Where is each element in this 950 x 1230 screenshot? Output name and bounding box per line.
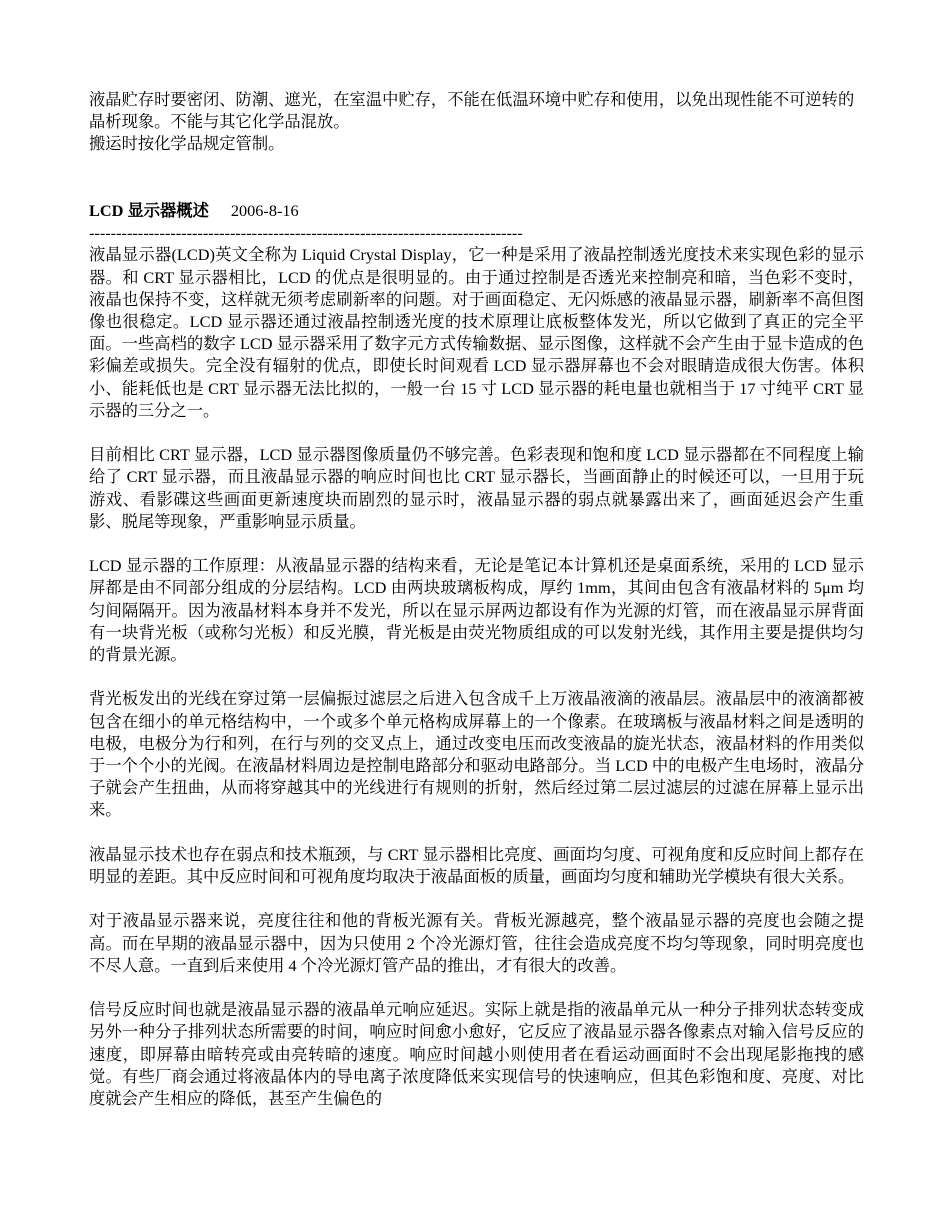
document-page	[89, 89, 864, 1132]
paragraph: 信号反应时间也就是液晶显示器的液晶单元响应延迟。实际上就是指的液晶单元从一种分子排列状态转变成另外一种分子排列状态所需要的时间，响应时间愈小愈好，它反应了液晶显示器各像素点对输入信号反应的速度，即屏幕由暗转亮或由亮转暗的速度。响应时间越小则使用者在看运动画面时不会出现尾影拖拽的感觉。有些厂商会通过将液晶体内的导电离子浓度降低来实现信号的快速响应，但其色彩饱和度、亮度、对比度就会产生相应的降低，甚至产生偏色的	[89, 1000, 864, 1109]
divider-rule: --------------------------------------------------------------------------------	[89, 223, 523, 243]
storage-text-1: 液晶贮存时要密闭、防潮、遮光，在室温中贮存，不能在低温环境中贮存和使用，以免出现性能不可逆转的晶析现象。不能与其它化学品混放。	[89, 90, 855, 132]
section-date: 2006-8-16	[230, 200, 299, 220]
spacer	[89, 156, 864, 178]
paragraph: 目前相比 CRT 显示器，LCD 显示器图像质量仍不够完善。色彩表现和饱和度 LCD 显示器都在不同程度上输给了 CRT 显示器，而且液晶显示器的响应时间也比 CRT 显示器长，当画面静止的时候还可以，一旦用于玩游戏、看影碟这些画面更新速度块而剧烈的显示时，液晶显示器的弱点就暴露出来了，画面延迟会产生重影、脱尾等现象，严重影响显示质量。	[89, 445, 864, 531]
paragraph: LCD 显示器的工作原理：从液晶显示器的结构来看，无论是笔记本计算机还是桌面系统，采用的 LCD 显示屏都是由不同部分组成的分层结构。LCD 由两块玻璃板构成，厚约 1mm，其间由包含有液晶材料的 5μm 均匀间隔隔开。因为液晶材料本身并不发光，所以在显示屏两边都设有作为光源的灯管，而在液晶显示屏背面有一块背光板（或称匀光板）和反光膜，背光板是由荧光物质组成的可以发射光线，其作用主要是提供均匀的背景光源。	[89, 556, 864, 665]
paragraph: 背光板发出的光线在穿过第一层偏振过滤层之后进入包含成千上万液晶液滴的液晶层。液晶层中的液滴都被包含在细小的单元格结构中，一个或多个单元格构成屏幕上的一个像素。在玻璃板与液晶材料之间是透明的电极，电极分为行和列，在行与列的交叉点上，通过改变电压而改变液晶的旋光状态，液晶材料的作用类似于一个个小的光阀。在液晶材料周边是控制电路部分和驱动电路部分。当 LCD 中的电极产生电场时，液晶分子就会产生扭曲，从而将穿越其中的光线进行有规则的折射，然后经过第二层过滤层的过滤在屏幕上显示出来。	[89, 689, 864, 820]
section-title: LCD 显示器概述	[89, 200, 209, 220]
section-heading	[89, 200, 864, 222]
paragraph: 液晶显示技术也存在弱点和技术瓶颈，与 CRT 显示器相比亮度、画面均匀度、可视角度和反应时间上都存在明显的差距。其中反应时间和可视角度均取决于液晶面板的质量，画面均匀度和辅助光学模块有很大关系。	[89, 844, 864, 887]
paragraph: 液晶显示器(LCD)英文全称为 Liquid Crystal Display，它一种是采用了液晶控制透光度技术来实现色彩的显示器。和 CRT 显示器相比，LCD 的优点是很明显的。由于通过控制是否透光来控制亮和暗，当色彩不变时，液晶也保持不变，这样就无须考虑刷新率的问题。对于画面稳定、无闪烁感的液晶显示器，刷新率不高但图像也很稳定。LCD 显示器还通过液晶控制透光度的技术原理让底板整体发光，所以它做到了真正的完全平面。一些高档的数字 LCD 显示器采用了数字元方式传输数据、显示图像，这样就不会产生由于显卡造成的色彩偏差或损失。完全没有辐射的优点，即使长时间观看 LCD 显示器屏幕也不会对眼睛造成很大伤害。体积小、能耗低也是 CRT 显示器无法比拟的，一般一台 15 寸 LCD 显示器的耗电量也就相当于 17 寸纯平 CRT 显示器的三分之一。	[89, 245, 864, 420]
spacer	[89, 178, 864, 200]
paragraph: 对于液晶显示器来说，亮度往往和他的背板光源有关。背板光源越亮，整个液晶显示器的亮度也会随之提高。而在早期的液晶显示器中，因为只使用 2 个冷光源灯管，往往会造成亮度不均匀等现象，同时明亮度也不尽人意。一直到后来使用 4 个冷光源灯管产品的推出，才有很大的改善。	[89, 911, 864, 975]
storage-text-2: 搬运时按化学品规定管制。	[89, 134, 285, 154]
